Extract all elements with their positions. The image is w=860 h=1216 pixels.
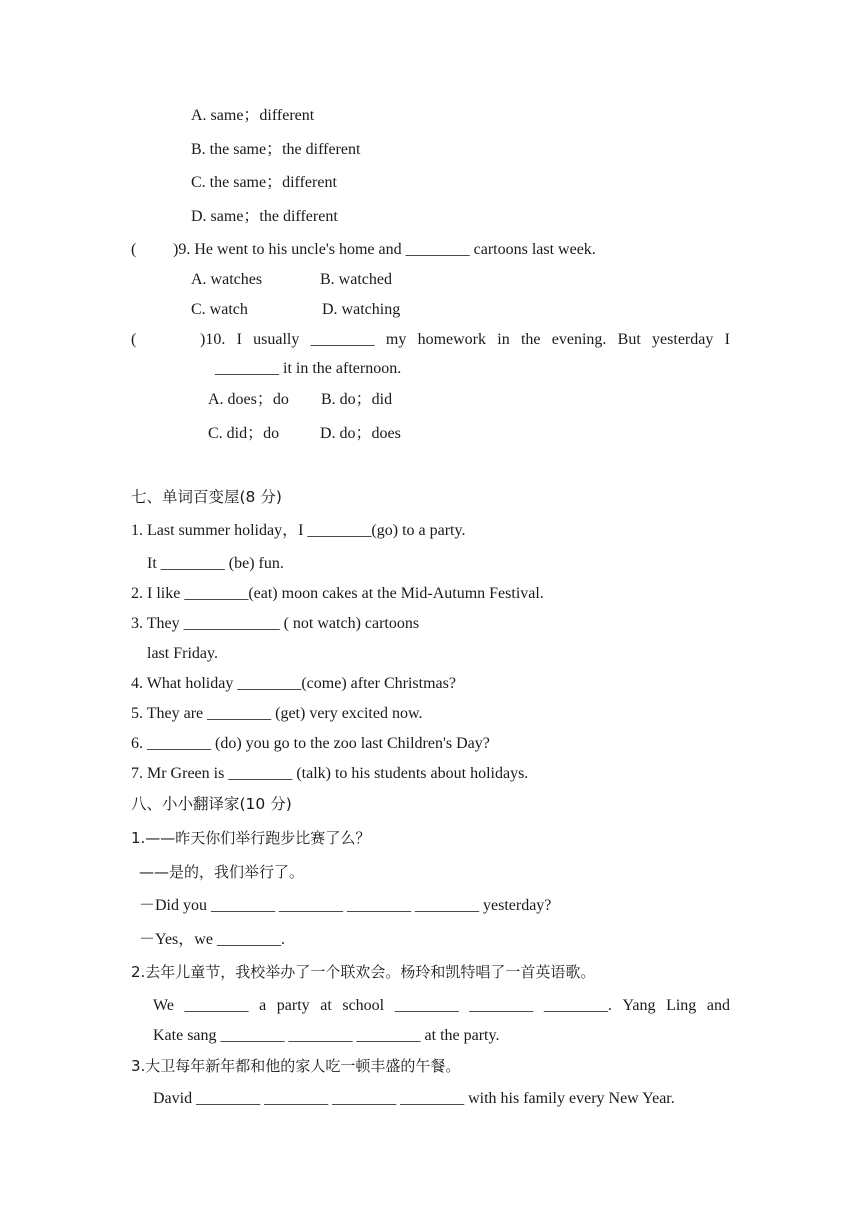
s8-t1-chinese-q: 1.——昨天你们举行跑步比赛了么？ [131,829,371,847]
q8-option-b: B. the same；the different [191,141,361,158]
q10-option-c: C. did；do [208,425,280,442]
s7-item-5: 5. They are ________ (get) very excited now. [131,705,423,722]
q8-option-c: C. the same；different [191,174,337,191]
s8-t2-word: at [320,997,332,1014]
q9-option-b: B. watched [320,271,392,288]
s7-item-6: 6. ________ (do) you go to the zoo last Children's Day? [131,735,490,752]
q10-word: my [385,331,407,348]
s8-t2-blank: ________ [184,997,249,1014]
q9-option-a: A. watches [191,271,263,288]
s8-t2-word: party [276,997,310,1014]
s8-t1-chinese-a: ——是的，我们举行了。 [139,863,305,881]
q10-word: homework [417,331,487,348]
s7-item-1-cont: It ________ (be) fun. [147,555,284,572]
s8-t2-blank: ________ [394,997,459,1014]
s7-item-1: 1. Last summer holiday，I ________(go) to a party. [131,522,466,539]
s8-t2-chinese: 2.去年儿童节，我校举办了一个联欢会。杨玲和凯特唱了一首英语歌。 [131,963,596,981]
s8-t2-english-line1 [153,996,730,1016]
s7-item-7: 7. Mr Green is ________ (talk) to his students about holidays. [131,765,529,782]
q10-stem-line2: ________ it in the afternoon. [215,360,402,377]
q10-option-a: A. does；do [208,391,289,408]
s8-t2-blank: ________ [469,997,534,1014]
q10-word: yesterday [652,331,714,348]
s8-t2-word: a [259,997,267,1014]
q9-stem: )9. He went to his uncle's home and ________ cartoons last week. [173,241,596,258]
q10-word: in [497,331,510,348]
s8-t2-word: Ling [666,997,697,1014]
q10-word: I [724,331,730,348]
s8-t1-english-q: －Did you ________ ________ ________ ________ yesterday? [139,897,552,914]
q10-blank: ________ [310,331,375,348]
s8-t2-word: and [706,997,730,1014]
s7-item-3-cont: last Friday. [147,645,218,662]
q8-option-a: A. same；different [191,107,315,124]
q9-paren: ( [131,241,137,258]
q10-word: But [617,331,641,348]
section-7-title: 七、单词百变屋(8 分) [131,488,282,506]
q9-option-d: D. watching [322,301,401,318]
q9-option-c: C. watch [191,301,248,318]
s8-t2-word: Yang [622,997,656,1014]
q8-option-d: D. same；the different [191,208,338,225]
s8-t2-blank: ________. [543,997,612,1014]
q10-paren: ( [131,331,137,348]
s7-item-4: 4. What holiday ________(come) after Christmas? [131,675,456,692]
q10-word: the [520,331,541,348]
section-8-title: 八、小小翻译家(10 分) [131,795,292,813]
q10-option-d: D. do；does [320,425,401,442]
q10-option-b: B. do；did [321,391,393,408]
q10-word: usually [253,331,300,348]
s8-t2-word: We [153,997,174,1014]
s8-t2-word: school [342,997,385,1014]
q10-word: )10. [200,331,226,348]
q10-word: I [236,331,242,348]
s8-t3-chinese: 3.大卫每年新年都和他的家人吃一顿丰盛的午餐。 [131,1057,461,1075]
s8-t3-english: David ________ ________ ________ ________ with his family every New Year. [153,1090,675,1107]
q10-word: evening. [551,331,607,348]
q10-stem-line1 [200,330,730,350]
s7-item-3: 3. They ____________ ( not watch) cartoons [131,615,420,632]
s8-t1-english-a: －Yes，we ________. [139,931,285,948]
s7-item-2: 2. I like ________(eat) moon cakes at the Mid-Autumn Festival. [131,585,544,602]
s8-t2-english-line2: Kate sang ________ ________ ________ at the party. [153,1027,500,1044]
